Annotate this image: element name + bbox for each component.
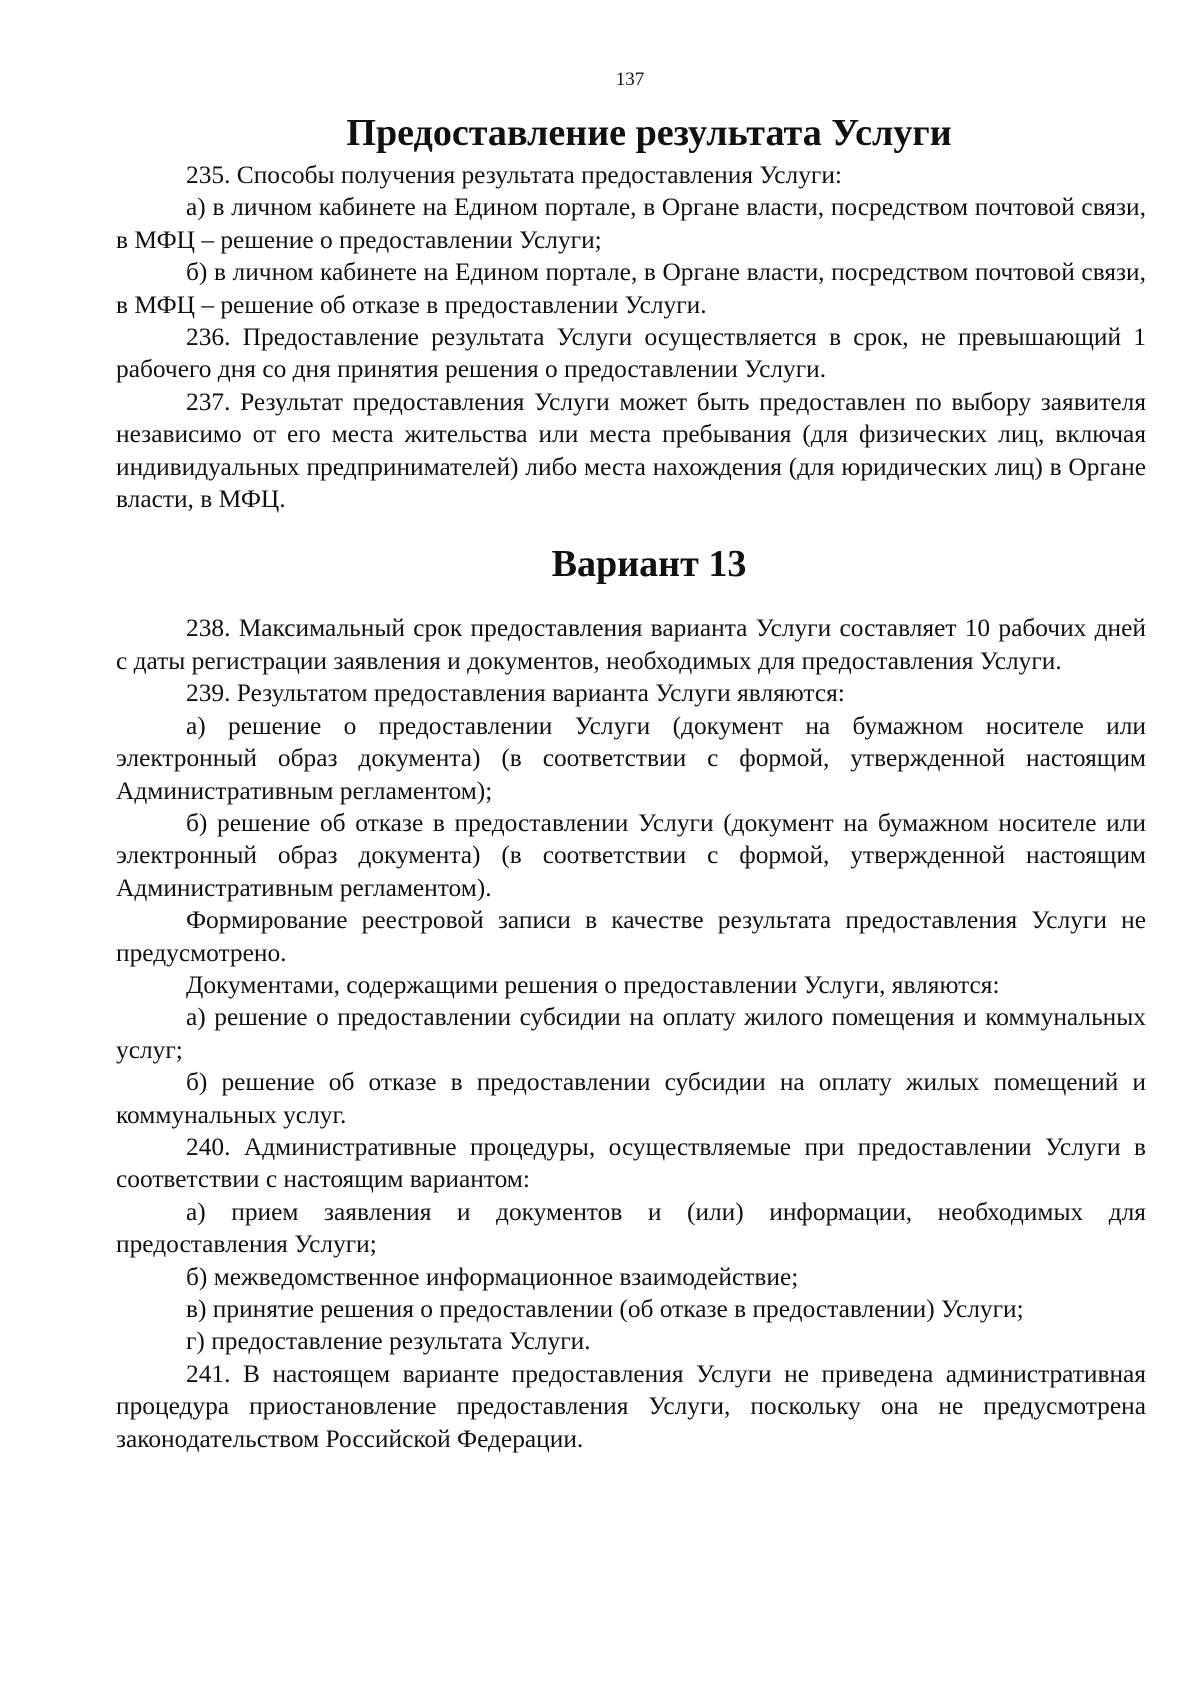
paragraph-238: 238. Максимальный срок предоставления варианта Услуги составляет 10 рабочих дней с даты регистрации заявления и документов, необходимых для предоставления Услуги.: [116, 614, 1146, 675]
paragraph-decision-documents-b: б) решение об отказе в предоставлении субсидии на оплату жилых помещений и коммунальных услуг.: [116, 1068, 1146, 1129]
paragraph-235-b: б) в личном кабинете на Едином портале, в Органе власти, посредством почтовой связи, в МФЦ – решение об отказе в предоставлении Услуги.: [116, 258, 1146, 319]
section-title-result: Предоставление результата Услуги: [346, 112, 952, 154]
paragraph-240-d: г) предоставление результата Услуги.: [186, 1327, 591, 1356]
paragraph-236: 236. Предоставление результата Услуги осуществляется в срок, не превышающий 1 рабочего дня со дня принятия решения о предоставлении Услуги.: [116, 323, 1146, 384]
paragraph-239: 239. Результатом предоставления варианта Услуги являются:: [186, 679, 845, 708]
paragraph-240: 240. Административные процедуры, осуществляемые при предоставлении Услуги в соответствии с настоящим вариантом:: [116, 1132, 1146, 1194]
document-body: [116, 112, 1146, 1455]
paragraph-240-a: а) прием заявления и документов и (или) информации, необходимых для предоставления Услуги;: [116, 1197, 1146, 1259]
paragraph-240-c: в) принятие решения о предоставлении (об отказе в предоставлении) Услуги;: [186, 1295, 1024, 1323]
paragraph-decision-documents-a: а) решение о предоставлении субсидии на оплату жилого помещения и коммунальных услуг;: [116, 1003, 1146, 1064]
paragraph-235-a: а) в личном кабинете на Едином портале, в Органе власти, посредством почтовой связи, в МФЦ – решение о предоставлении Услуги;: [116, 193, 1146, 254]
paragraph-239-b: б) решение об отказе в предоставлении Услуги (документ на бумажном носителе или электронный образ документа) (в соответствии с формой, утвержденной настоящим Административным регламентом).: [116, 808, 1146, 902]
paragraph-240-b: б) межведомственное информационное взаимодействие;: [186, 1262, 799, 1291]
paragraph-registry-note: Формирование реестровой записи в качестве результата предоставления Услуги не предусмотрено.: [116, 906, 1146, 967]
paragraph-241: 241. В настоящем варианте предоставления Услуги не приведена административная процедура приостановление предоставления Услуги, поскольку она не предусмотрена законодательством Российской Федерации.: [116, 1359, 1146, 1453]
page-number: 137: [615, 69, 645, 90]
paragraph-235: 235. Способы получения результата предоставления Услуги:: [186, 161, 842, 189]
section-title-variant-13: Вариант 13: [551, 543, 747, 586]
paragraph-decision-documents: Документами, содержащими решения о предоставлении Услуги, являются:: [186, 970, 1000, 999]
paragraph-239-a: а) решение о предоставлении Услуги (документ на бумажном носителе или электронный образ документа) (в соответствии с формой, утвержденной настоящим Административным регламентом);: [116, 711, 1146, 805]
paragraph-237: 237. Результат предоставления Услуги может быть предоставлен по выбору заявителя независимо от его места жительства или места пребывания (для физических лиц, включая индивидуальных предпринимателей) либо места нахождения (для юридических лиц) в Органе власти, в МФЦ.: [116, 387, 1146, 514]
